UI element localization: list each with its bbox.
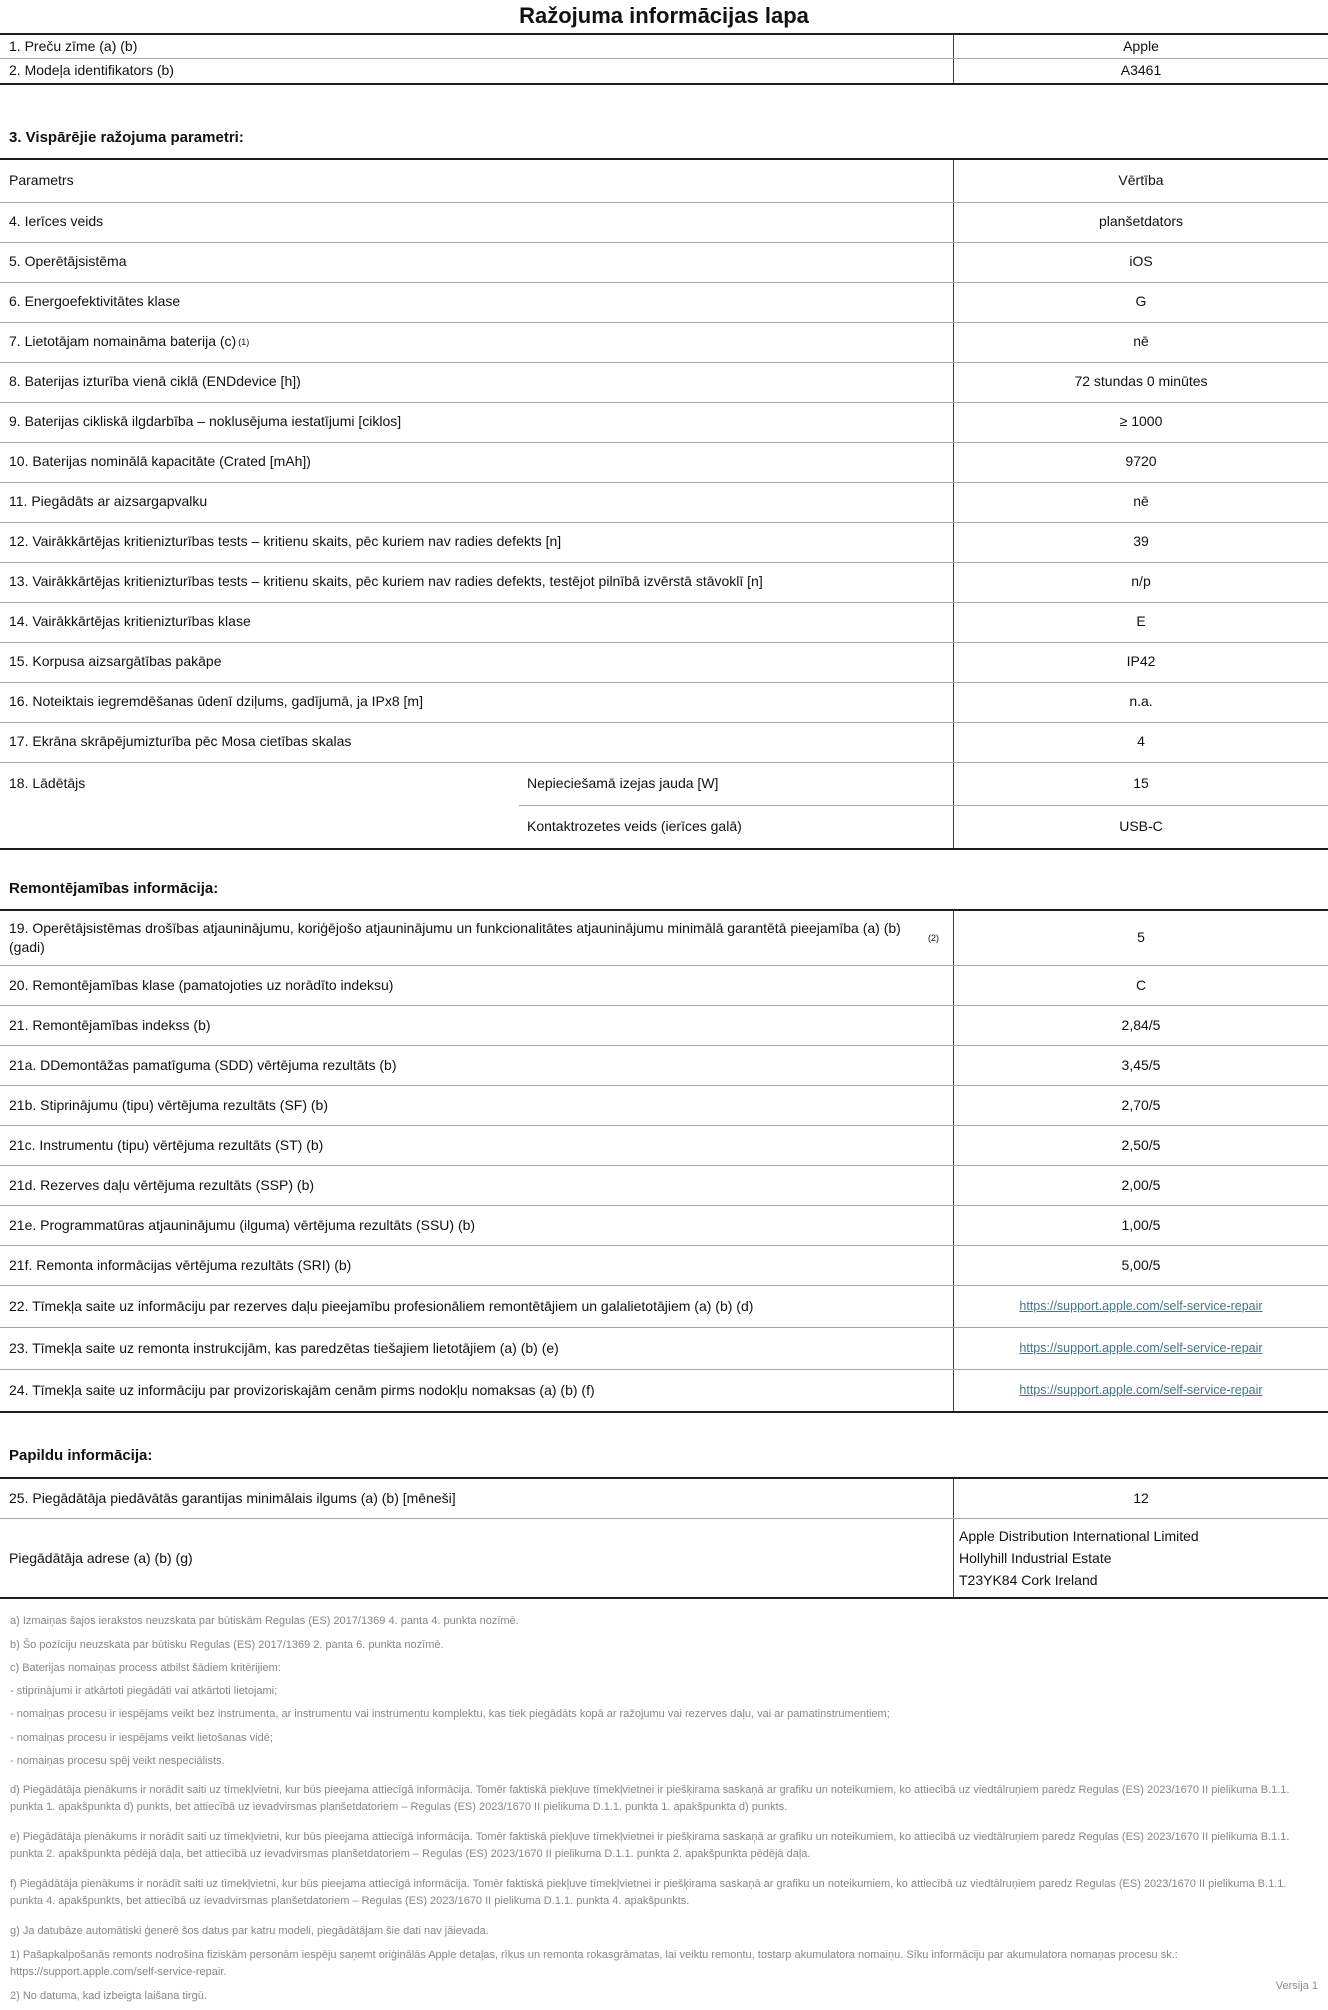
table-row xyxy=(0,242,1328,282)
row-value xyxy=(953,683,1328,722)
row-value xyxy=(953,35,1328,58)
row-label-text: 21b. Stiprinājumu (tipu) vērtējuma rezultāts (SF) (b) xyxy=(9,1097,328,1114)
row-value xyxy=(953,1370,1328,1411)
row-value xyxy=(953,59,1328,82)
row-value xyxy=(953,1126,1328,1165)
support-url-link[interactable]: https://support.apple.com/self-service-repair xyxy=(1019,1341,1263,1356)
row-value xyxy=(953,203,1328,242)
row-value-text: 12 xyxy=(1133,1490,1149,1507)
row-value-text: 2,70/5 xyxy=(1121,1097,1161,1114)
row-value-text: 2,50/5 xyxy=(1121,1137,1161,1154)
row-label-text: 5. Operētājsistēma xyxy=(9,253,127,270)
row-value xyxy=(953,1286,1328,1327)
row-value xyxy=(953,403,1328,442)
row-label xyxy=(0,1006,953,1045)
row-value xyxy=(953,1166,1328,1205)
table-row xyxy=(0,1369,1328,1411)
footnote-paragraph: e) Piegādātāja pienākums ir norādīt saiti uz tīmekļvietni, kur būs pieejama attiecīgā informācija. Tomēr faktiskā piekļuve tīmekļvietnei ir piešķirama saskaņā ar grafiku un noteikumiem, ko attiecībā uz viedtālruņiem paredz Regulas (ES) 2023/1670 II pielikuma B.1.1. punkta 2. apakšpunkta pēdējā daļa, bet attiecībā uz ievadvirsmas planšetdatoriem – Regulas (ES) 2023/1670 II pielikuma D.1.1. punkta 2. apakšpunkta pēdējā daļa. xyxy=(10,1830,1290,1860)
row-value xyxy=(953,806,1328,848)
row-label: 19. Operētājsistēmas drošības atjauninājumu, koriģējošo atjauninājumu un funkcionalitātes atjauninājumu minimālā garantētā pieejamība (a) (b) (gadi) (2) xyxy=(0,911,953,966)
row-label-text: 6. Energoefektivitātes klase xyxy=(9,293,181,310)
row-label-text: 18. Lādētājs xyxy=(9,774,86,791)
table-header-row xyxy=(0,160,1328,202)
row-label xyxy=(0,1046,953,1085)
row-value-text: nē xyxy=(1133,333,1149,350)
row-value xyxy=(953,1086,1328,1125)
row-value xyxy=(953,1246,1328,1285)
row-label-text: 25. Piegādātāja piedāvātās garantijas minimālais ilgums (a) (b) [mēneši] xyxy=(9,1490,456,1507)
footnote-line: g) Ja datubāze automātiski ģenerē šos datus par katru modeli, piegādātājam šie dati nav jāievada. xyxy=(10,1924,489,1937)
row-label: 7. Lietotājam nomaināma baterija (c) (1) xyxy=(0,323,953,362)
row-value xyxy=(953,243,1328,282)
row-label xyxy=(0,1086,953,1125)
row-label xyxy=(0,563,953,602)
table-row xyxy=(0,1518,1328,1597)
row-value-text: 72 stundas 0 minūtes xyxy=(1074,373,1208,390)
row-label-text: 22. Tīmekļa saite uz informāciju par rezerves daļu pieejamību profesionāliem remontētājiem un galalietotājiem (a) (b) (d) xyxy=(9,1298,754,1315)
table-row xyxy=(0,1479,1328,1518)
table-row xyxy=(0,1327,1328,1369)
repairability-table xyxy=(0,909,1328,1414)
row-value xyxy=(953,966,1328,1005)
footnote-line: b) Šo pozīciju neuzskata par būtisku Regulas (ES) 2017/1369 2. panta 6. punkta nozīmē. xyxy=(10,1638,444,1651)
table-row xyxy=(0,965,1328,1005)
table-row xyxy=(0,1085,1328,1125)
row-label-text: 21e. Programmatūras atjauninājumu (ilguma) vērtējuma rezultāts (SSU) (b) xyxy=(9,1217,476,1234)
row-label xyxy=(0,283,953,322)
support-url-link[interactable]: https://support.apple.com/self-service-repair xyxy=(1019,1299,1263,1314)
row-label-text: 14. Vairākkārtējas kritienizturības klase xyxy=(9,613,251,630)
row-value xyxy=(953,763,1328,805)
section-heading-repairability: Remontējamības informācija: xyxy=(9,879,219,897)
table-row xyxy=(0,1045,1328,1085)
column-header-parameter: Parametrs xyxy=(9,171,74,188)
row-label xyxy=(0,643,953,682)
row-label-text: 1. Preču zīme (a) (b) xyxy=(9,38,138,54)
row-value-text: 9720 xyxy=(1125,453,1157,470)
column-header-value: Vērtība xyxy=(953,160,1328,202)
row-label-text: 21a. DDemontāžas pamatīguma (SDD) vērtējuma rezultāts (b) xyxy=(9,1057,397,1074)
footnote-paragraph: d) Piegādātāja pienākums ir norādīt saiti uz tīmekļvietni, kur būs pieejama attiecīgā informācija. Tomēr faktiskā piekļuve tīmekļvietnei ir piešķirama saskaņā ar grafiku un noteikumiem, ko attiecībā uz viedtālruņiem paredz Regulas (ES) 2023/1670 II pielikuma B.1.1. punkta 1. apakšpunkta d) punkts, bet attiecībā uz ievadvirsmas planšetdatoriem – Regulas (ES) 2023/1670 II pielikuma D.1.1. punkta 1. apakšpunkta d) punkts. xyxy=(10,1783,1290,1813)
row-label-text: 12. Vairākkārtējas kritienizturības tests – kritienu skaits, pēc kuriem nav radies defekts [n] xyxy=(9,533,562,550)
table-row xyxy=(0,58,1328,82)
row-value xyxy=(953,363,1328,402)
table-row xyxy=(0,642,1328,682)
row-label xyxy=(0,723,953,762)
table-row xyxy=(0,482,1328,522)
row-value xyxy=(953,1328,1328,1369)
row-label-text: 20. Remontējamības klase (pamatojoties uz norādīto indeksu) xyxy=(9,977,394,994)
row-value xyxy=(953,1519,1328,1597)
row-label xyxy=(0,35,953,58)
address-line: T23YK84 Cork Ireland xyxy=(959,1572,1098,1589)
row-label xyxy=(0,1246,953,1285)
row-label-text: 10. Baterijas nominālā kapacitāte (Crated [mAh]) xyxy=(9,453,311,470)
row-label-text: 7. Lietotājam nomaināma baterija (c) xyxy=(9,333,237,350)
charger-subrow xyxy=(519,805,1328,848)
table-row xyxy=(0,911,1328,966)
row-label xyxy=(0,443,953,482)
row-value xyxy=(953,1006,1328,1045)
row-label xyxy=(0,523,953,562)
row-value-text: 1,00/5 xyxy=(1121,1217,1161,1234)
row-label-text: 21d. Rezerves daļu vērtējuma rezultāts (SSP) (b) xyxy=(9,1177,315,1194)
footnote-line: - nomaiņas procesu ir iespējams veikt lietošanas vidē; xyxy=(10,1731,273,1744)
row-label xyxy=(0,1126,953,1165)
row-label xyxy=(0,603,953,642)
table-row xyxy=(0,1285,1328,1327)
footnote-line: 1) Pašapkalpošanās remonts nodrošina fiziskām personām iespēju saņemt oriģinālās Apple detaļas, rīkus un remonta rokasgrāmatas, lai veiktu remontu, tostarp akumulatora nomaiņu. Sīku informāciju par akumulatora nomaņas procesu sk.: https://support.apple.com/self-service-repair. xyxy=(10,1949,1178,1978)
row-label-text: 24. Tīmekļa saite uz informāciju par provizoriskajām cenām pirms nodokļu nomaksas (a) (b) (f) xyxy=(9,1382,595,1399)
row-label xyxy=(0,1166,953,1205)
row-value-text: 39 xyxy=(1133,533,1149,550)
row-value xyxy=(953,563,1328,602)
row-value-text: E xyxy=(1136,613,1146,630)
section-heading-additional-info: Papildu informācija: xyxy=(9,1447,153,1465)
row-label-text: 2. Modeļa identifikators (b) xyxy=(9,62,174,79)
table-row xyxy=(0,362,1328,402)
row-label xyxy=(0,683,953,722)
version-label: Versija 1 xyxy=(1275,1980,1318,1992)
row-value-text: 5,00/5 xyxy=(1121,1257,1161,1274)
identity-table xyxy=(0,33,1328,85)
row-value-text: n.a. xyxy=(1129,693,1153,710)
row-label-text: 23. Tīmekļa saite uz remonta instrukcijām, kas paredzētas tiešajiem lietotājiem (a) (b) (e) xyxy=(9,1340,559,1357)
footnote-line: - nomaiņas procesu ir iespējams veikt bez instrumenta, ar instrumentu vai instrumentu komplektu, kas tiek piegādāts kopā ar ražojumu vai rezerves daļu, vai ar pamatinstrumentiem; xyxy=(10,1708,890,1721)
row-label-text: 21c. Instrumentu (tipu) vērtējuma rezultāts (ST) (b) xyxy=(9,1137,324,1154)
row-label-text: 11. Piegādāts ar aizsargapvalku xyxy=(9,493,208,510)
row-label-text: 16. Noteiktais iegremdēšanas ūdenī dziļums, gadījumā, ja IPx8 [m] xyxy=(9,693,423,710)
row-label xyxy=(0,1519,953,1597)
row-label xyxy=(0,483,953,522)
row-label xyxy=(0,1328,953,1369)
table-row xyxy=(0,402,1328,442)
row-value xyxy=(953,911,1328,966)
row-value xyxy=(953,603,1328,642)
table-row xyxy=(0,1125,1328,1165)
footnote-line: a) Izmaiņas šajos ierakstos neuzskata par būtiskām Regulas (ES) 2017/1369 4. panta 4. punkta nozīmē. xyxy=(10,1615,519,1628)
table-row xyxy=(0,1245,1328,1285)
page-title: Ražojuma informācijas lapa xyxy=(519,3,809,28)
row-label xyxy=(0,763,519,848)
table-row xyxy=(0,282,1328,322)
table-row xyxy=(0,1005,1328,1045)
footnote-line: 2) No datuma, kad izbeigta laišana tirgū. xyxy=(10,1990,207,2003)
row-value xyxy=(953,483,1328,522)
footnotes xyxy=(0,1615,1328,2005)
table-row xyxy=(0,602,1328,642)
row-value-text: planšetdators xyxy=(1098,213,1184,230)
row-label-text: 15. Korpusa aizsargātības pakāpe xyxy=(9,653,222,670)
footnote-paragraph: f) Piegādātāja pienākums ir norādīt saiti uz tīmekļvietni, kur būs pieejama attiecīgā informācija. Tomēr faktiskā piekļuve tīmekļvietnei ir piešķirama saskaņā ar grafiku un noteikumiem, ko attiecībā uz viedtālruņiem paredz Regulas (ES) 2023/1670 II pielikuma B.1.1. punkta 4. apakšpunkts, bet attiecībā uz ievadvirsmas planšetdatoriem – Regulas (ES) 2023/1670 II pielikuma D.1.1. punkta 4. apakšpunkts. xyxy=(10,1877,1287,1907)
row-label-text: 21f. Remonta informācijas vērtējuma rezultāts (SRI) (b) xyxy=(9,1257,352,1274)
charger-row xyxy=(0,762,1328,848)
row-value-text: n/p xyxy=(1131,573,1151,590)
row-value-text: 5 xyxy=(1137,929,1145,946)
table-row xyxy=(0,442,1328,482)
table-row xyxy=(0,682,1328,722)
row-value-text: C xyxy=(1135,977,1147,994)
additional-info-table xyxy=(0,1477,1328,1599)
table-row xyxy=(0,35,1328,58)
row-label xyxy=(0,1206,953,1245)
row-value-text: nē xyxy=(1133,493,1149,510)
row-sublabel: Kontaktrozetes veids (ierīces galā) xyxy=(527,818,742,835)
row-value-text: 3,45/5 xyxy=(1121,1057,1161,1074)
section-heading-general-parameters: 3. Vispārējie ražojuma parametri: xyxy=(9,128,244,146)
row-label xyxy=(0,1286,953,1327)
row-value-text: 2,84/5 xyxy=(1121,1017,1161,1034)
general-parameters-table xyxy=(0,158,1328,850)
support-url-link[interactable]: https://support.apple.com/self-service-repair xyxy=(1019,1383,1263,1398)
row-value-text: USB-C xyxy=(1119,817,1163,834)
table-row xyxy=(0,522,1328,562)
table-row xyxy=(0,562,1328,602)
row-value-text: ≥ 1000 xyxy=(1119,413,1163,430)
row-value-text: A3461 xyxy=(1120,62,1162,79)
footnote-line: - nomaiņas procesu spēj veikt nespeciālists. xyxy=(10,1754,225,1767)
row-value-text: G xyxy=(1135,293,1147,310)
row-value xyxy=(953,283,1328,322)
row-value-text: 4 xyxy=(1137,733,1145,750)
row-label xyxy=(0,1370,953,1411)
row-label xyxy=(0,1479,953,1518)
row-value-text: IP42 xyxy=(1126,653,1156,670)
row-value xyxy=(953,523,1328,562)
row-value xyxy=(953,1046,1328,1085)
row-label xyxy=(0,203,953,242)
row-label xyxy=(0,966,953,1005)
row-label-text: 19. Operētājsistēmas drošības atjauninājumu, koriģējošo atjauninājumu un funkcionalitātes atjauninājumu minimālā garantētā pieejamība (a) (b) (gadi) xyxy=(9,919,901,955)
row-value xyxy=(953,643,1328,682)
row-label xyxy=(0,403,953,442)
row-value-text: Apple xyxy=(1123,38,1159,54)
address-line: Hollyhill Industrial Estate xyxy=(959,1550,1112,1567)
row-label-text: 13. Vairākkārtējas kritienizturības tests – kritienu skaits, pēc kuriem nav radies defekts, testējot pilnībā izvērstā stāvoklī [n] xyxy=(9,573,763,590)
row-label xyxy=(0,59,953,82)
row-label-text: 4. Ierīces veids xyxy=(9,213,104,230)
row-value-text: 2,00/5 xyxy=(1121,1177,1161,1194)
table-row xyxy=(0,322,1328,362)
table-row xyxy=(0,202,1328,242)
footnote-line: c) Baterijas nomaiņas process atbilst šādiem kritērijiem: xyxy=(10,1661,281,1674)
address-line: Apple Distribution International Limited xyxy=(959,1528,1199,1545)
row-value xyxy=(953,1479,1328,1518)
row-label-text: 21. Remontējamības indekss (b) xyxy=(9,1017,211,1034)
row-sublabel: Nepieciešamā izejas jauda [W] xyxy=(527,775,719,792)
row-value xyxy=(953,323,1328,362)
charger-subrow xyxy=(519,763,1328,805)
row-value xyxy=(953,1206,1328,1245)
footnote-line: - stiprinājumi ir atkārtoti piegādāti vai atkārtoti lietojami; xyxy=(10,1685,278,1697)
row-label-text: Piegādātāja adrese (a) (b) (g) xyxy=(9,1549,193,1566)
row-label xyxy=(0,363,953,402)
table-row xyxy=(0,722,1328,762)
charger-subrows xyxy=(519,763,1328,848)
row-value xyxy=(953,443,1328,482)
row-label xyxy=(0,243,953,282)
row-value-text: iOS xyxy=(1129,253,1153,270)
table-row xyxy=(0,1165,1328,1205)
row-value xyxy=(953,723,1328,762)
row-label-text: 9. Baterijas cikliskā ilgdarbība – noklusējuma iestatījumi [ciklos] xyxy=(9,413,402,430)
row-value-text: 15 xyxy=(1133,774,1149,791)
row-label-text: 8. Baterijas izturība vienā ciklā (ENDdevice [h]) xyxy=(9,373,301,390)
row-label-text: 17. Ekrāna skrāpējumizturība pēc Mosa cietības skalas xyxy=(9,733,352,750)
table-row xyxy=(0,1205,1328,1245)
